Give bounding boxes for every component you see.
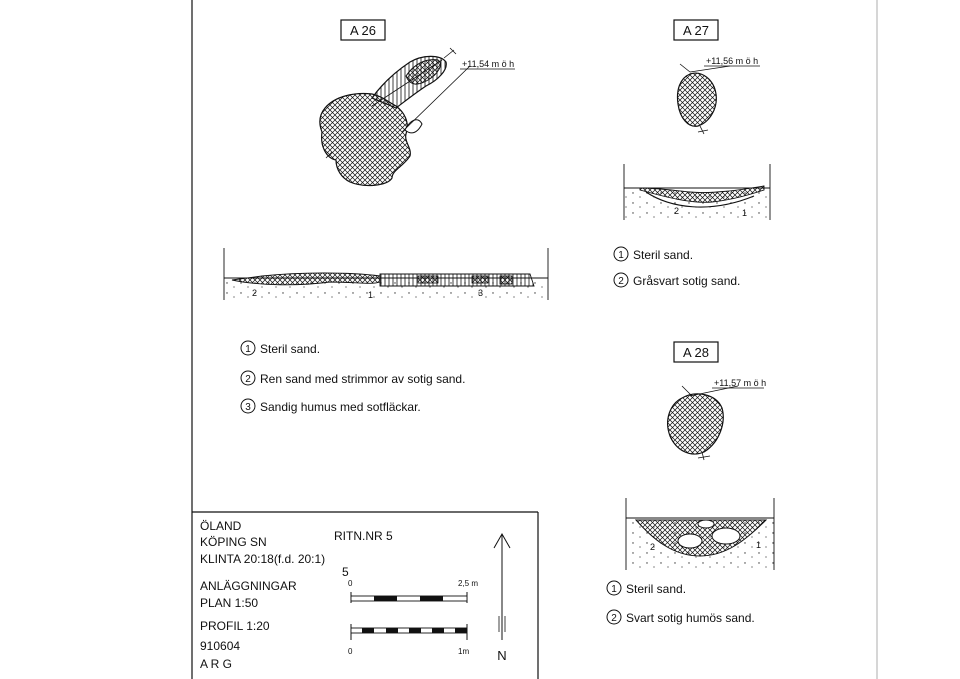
title-line-parish: KÖPING SN	[200, 535, 267, 549]
title-line-plan-scale: PLAN 1:50	[200, 596, 259, 610]
a28-label: A 28	[682, 345, 710, 360]
a26-legend-text-2: Ren sand med strimmor av sotig sand.	[260, 372, 466, 386]
title-line-property: KLINTA 20:18(f.d. 20:1)	[200, 552, 326, 566]
a26-plan	[320, 48, 470, 185]
title-line-initials: A R G	[200, 657, 233, 671]
a26-elevation: +11,54 m ö h	[462, 59, 515, 69]
a26-legend-num-2: 2	[245, 374, 251, 385]
a26-legend	[241, 341, 465, 414]
a28-plan	[668, 386, 738, 460]
north-label: N	[497, 648, 507, 663]
a28-profile-num-1: 1	[756, 540, 762, 550]
a26-legend-num-1: 1	[245, 344, 251, 355]
a28-label-box	[674, 342, 718, 362]
a26-profile	[224, 248, 548, 300]
profile-scale-bar	[348, 624, 469, 656]
a28-profile-num-2: 2	[650, 542, 656, 552]
profile-scale-start: 0	[348, 647, 353, 656]
a28-legend-text-2: Svart sotig humös sand.	[626, 611, 755, 625]
a27-legend	[614, 247, 740, 288]
a28-elevation: +11,57 m ö h	[714, 378, 767, 388]
title-line-subject: ANLÄGGNINGAR	[200, 579, 297, 593]
a26-label-box	[341, 20, 385, 40]
a26-profile-num-3: 3	[478, 288, 484, 298]
a27-label-box	[674, 20, 718, 40]
a28-legend-num-2: 2	[611, 613, 617, 624]
a28-legend-num-1: 1	[611, 584, 617, 595]
a27-profile-num-1: 1	[742, 208, 748, 218]
title-line-date: 910604	[200, 639, 241, 653]
title-line-region: ÖLAND	[200, 519, 242, 533]
a27-elevation: +11,56 m ö h	[706, 56, 759, 66]
a26-label: A 26	[349, 23, 377, 38]
a27-profile-num-2: 2	[674, 206, 680, 216]
a27-legend-num-2: 2	[618, 276, 624, 287]
a26-profile-num-1: 1	[368, 290, 374, 300]
a28-legend	[607, 581, 755, 625]
a27-label: A 27	[682, 23, 710, 38]
a27-plan	[678, 64, 731, 134]
a27-profile	[624, 164, 770, 220]
title-line-profile-scale: PROFIL 1:20	[200, 619, 270, 633]
a26-legend-text-3: Sandig humus med sotfläckar.	[260, 400, 421, 414]
a27-legend-num-1: 1	[618, 250, 624, 261]
a27-legend-text-1: Steril sand.	[633, 248, 694, 262]
a28-legend-text-1: Steril sand.	[626, 582, 687, 596]
plan-scale-start: 0	[348, 579, 353, 588]
title-drawing-number: RITN.NR 5	[334, 529, 393, 543]
title-line-property-sub: 5	[342, 565, 349, 579]
a26-legend-text-1: Steril sand.	[260, 342, 321, 356]
north-arrow	[494, 534, 510, 663]
profile-scale-end: 1m	[458, 647, 470, 656]
plan-scale-end: 2,5 m	[458, 579, 479, 588]
a26-legend-num-3: 3	[245, 402, 251, 413]
a26-profile-num-2: 2	[252, 288, 258, 298]
title-block	[192, 512, 538, 679]
a27-legend-text-2: Gråsvart sotig sand.	[633, 274, 741, 288]
a28-profile	[626, 498, 774, 570]
plan-scale-bar	[348, 579, 478, 603]
